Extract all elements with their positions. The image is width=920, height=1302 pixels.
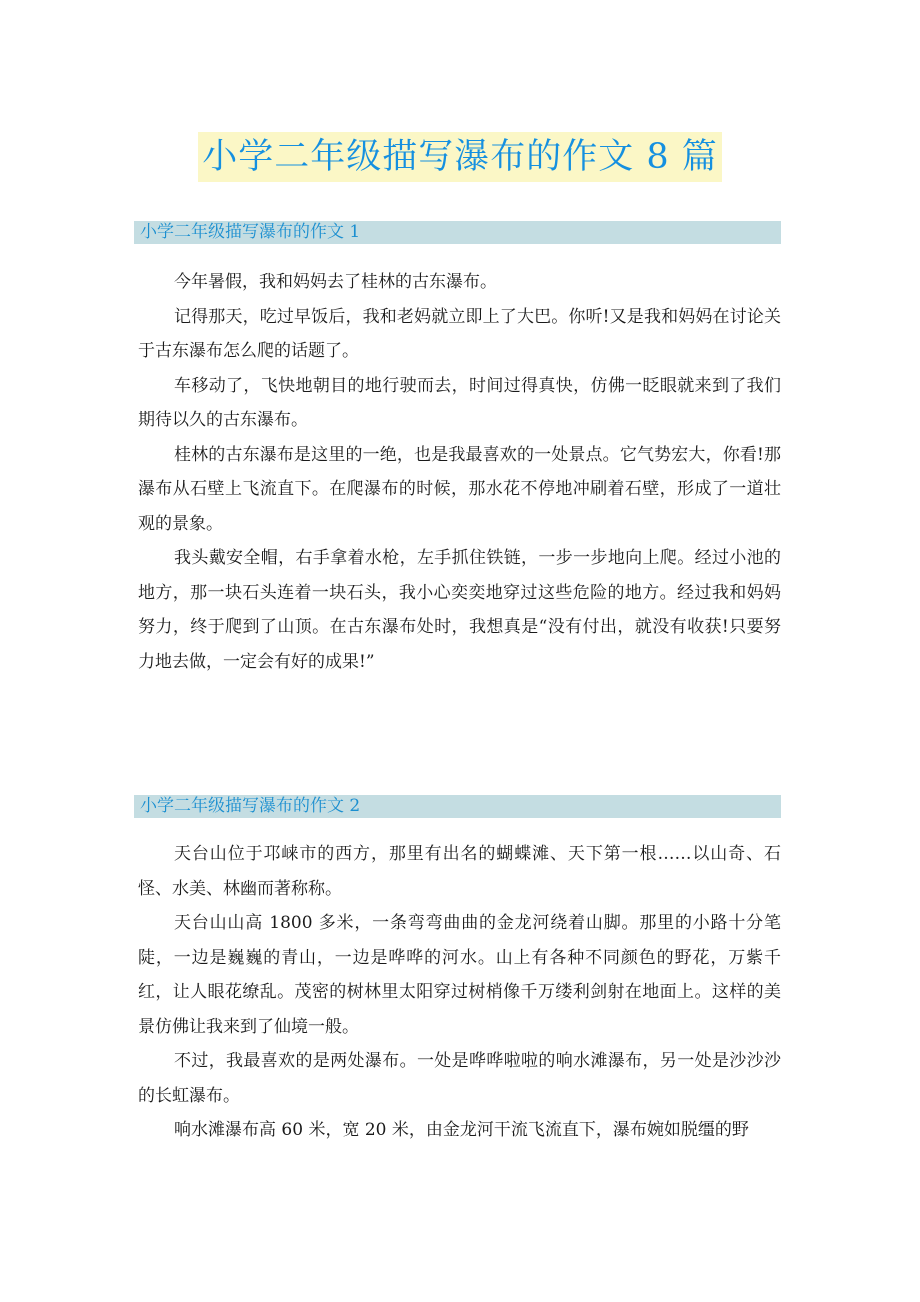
section-heading: 小学二年级描写瀑布的作文 1 bbox=[134, 221, 781, 244]
paragraph: 天台山位于邛崃市的西方，那里有出名的蝴蝶滩、天下第一根……以山奇、石怪、水美、林幽而著称称。 bbox=[138, 844, 781, 899]
essay-section-2 bbox=[134, 795, 781, 1148]
paragraph: 我头戴安全帽，右手拿着水枪，左手抓住铁链，一步一步地向上爬。经过小池的地方，那一块石头连着一块石头，我小心奕奕地穿过这些危险的地方。经过我和妈妈努力，终于爬到了山顶。在古东瀑布处时，我想真是“没有付出，就没有收获!只要努力地去做，一定会有好的成果!” bbox=[138, 548, 781, 672]
paragraph: 不过，我最喜欢的是两处瀑布。一处是哗哗啦啦的响水滩瀑布，另一处是沙沙沙的长虹瀑布。 bbox=[138, 1051, 781, 1106]
title-container bbox=[0, 132, 920, 182]
section-heading: 小学二年级描写瀑布的作文 2 bbox=[134, 795, 781, 818]
paragraph: 车移动了，飞快地朝目的地行驶而去，时间过得真快，仿佛一眨眼就来到了我们期待以久的古东瀑布。 bbox=[138, 375, 781, 430]
paragraph: 天台山山高 1800 多米，一条弯弯曲曲的金龙河绕着山脚。那里的小路十分笔陡，一边是巍巍的青山，一边是哗哗的河水。山上有各种不同颜色的野花，万紫千红，让人眼花缭乱。茂密的树林里太阳穿过树梢像千万缕利剑射在地面上。这样的美景仿佛让我来到了仙境一般。 bbox=[138, 913, 781, 1037]
paragraph: 桂林的古东瀑布是这里的一绝，也是我最喜欢的一处景点。它气势宏大，你看!那瀑布从石壁上飞流直下。在爬瀑布的时候，那水花不停地冲刷着石壁，形成了一道壮观的景象。 bbox=[138, 444, 781, 534]
paragraph: 今年暑假，我和妈妈去了桂林的古东瀑布。 bbox=[174, 272, 497, 292]
paragraph: 记得那天，吃过早饭后，我和老妈就立即上了大巴。你听!又是我和妈妈在讨论关于古东瀑布怎么爬的话题了。 bbox=[138, 306, 781, 361]
essay-section-1 bbox=[134, 221, 781, 679]
paragraph: 响水滩瀑布高 60 米，宽 20 米，由金龙河干流飞流直下，瀑布婉如脱缰的野 bbox=[174, 1120, 749, 1140]
section-body bbox=[134, 265, 781, 679]
document-title: 小学二年级描写瀑布的作文 8 篇 bbox=[198, 132, 722, 182]
section-body bbox=[134, 837, 781, 1148]
